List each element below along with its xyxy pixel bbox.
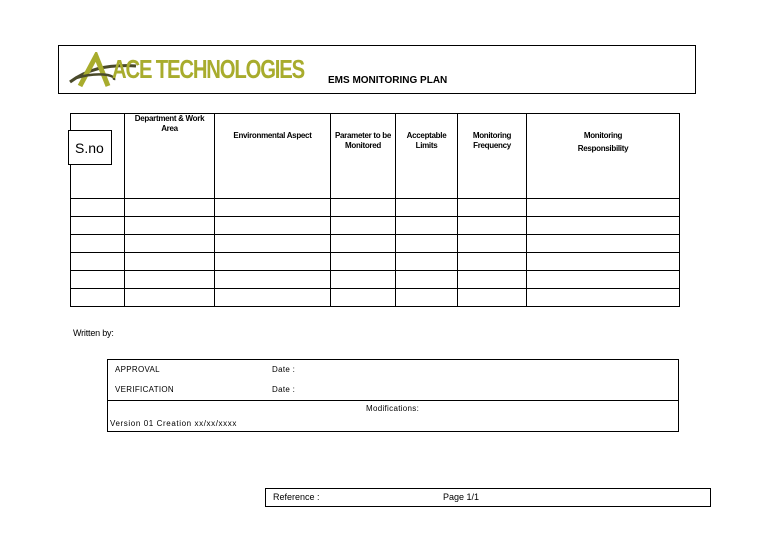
- column-header-department: Department & Work Area: [125, 114, 215, 199]
- table-row: [71, 217, 680, 235]
- table-cell[interactable]: [125, 235, 215, 253]
- page-title: EMS MONITORING PLAN: [328, 75, 448, 86]
- table-row: [71, 235, 680, 253]
- table-cell[interactable]: [396, 199, 458, 217]
- table-cell[interactable]: [396, 253, 458, 271]
- table-cell[interactable]: [71, 199, 125, 217]
- footer-box: [265, 488, 711, 507]
- table-cell[interactable]: [71, 271, 125, 289]
- table-cell[interactable]: [458, 199, 527, 217]
- table-cell[interactable]: [458, 289, 527, 307]
- approval-date-label: Date :: [272, 365, 296, 374]
- verification-label: VERIFICATION: [115, 385, 175, 394]
- modifications-label: Modifications:: [366, 404, 420, 413]
- table-cell[interactable]: [331, 235, 396, 253]
- table-cell[interactable]: [215, 289, 331, 307]
- table-cell[interactable]: [71, 235, 125, 253]
- table-cell[interactable]: [458, 235, 527, 253]
- approval-divider: [107, 400, 679, 401]
- column-header-limits: Acceptable Limits: [396, 114, 458, 199]
- table-cell[interactable]: [527, 271, 680, 289]
- table-cell[interactable]: [331, 199, 396, 217]
- table-cell[interactable]: [125, 289, 215, 307]
- approval-label: APPROVAL: [115, 365, 160, 374]
- table-header-row: [71, 114, 680, 199]
- table-cell[interactable]: [396, 289, 458, 307]
- version-line: Version 01 Creation xx/xx/xxxx: [110, 419, 237, 428]
- table-cell[interactable]: [331, 289, 396, 307]
- table-row: [71, 253, 680, 271]
- table-cell[interactable]: [71, 253, 125, 271]
- table-cell[interactable]: [458, 217, 527, 235]
- verification-date-label: Date :: [272, 385, 296, 394]
- reference-label: Reference :: [273, 492, 320, 502]
- table-cell[interactable]: [527, 217, 680, 235]
- table-cell[interactable]: [527, 253, 680, 271]
- monitoring-table: [70, 113, 680, 307]
- written-by-label: Written by:: [73, 328, 114, 338]
- table-cell[interactable]: [71, 217, 125, 235]
- table-cell[interactable]: [215, 199, 331, 217]
- column-header-aspect: Environmental Aspect: [215, 114, 331, 199]
- table-cell[interactable]: [527, 199, 680, 217]
- logo-text: ACE TECHNOLOGIES: [112, 54, 304, 84]
- table-cell[interactable]: [215, 235, 331, 253]
- table-cell[interactable]: [527, 235, 680, 253]
- table-cell[interactable]: [396, 271, 458, 289]
- table-cell[interactable]: [458, 271, 527, 289]
- table-cell[interactable]: [215, 217, 331, 235]
- column-header-responsibility: Monitoring Responsibility: [527, 114, 680, 199]
- table-cell[interactable]: [458, 253, 527, 271]
- table-cell[interactable]: [215, 271, 331, 289]
- table-cell[interactable]: [527, 289, 680, 307]
- sno-label: S.no: [68, 130, 112, 165]
- table-cell[interactable]: [125, 253, 215, 271]
- table-row: [71, 289, 680, 307]
- table-cell[interactable]: [396, 235, 458, 253]
- table-cell[interactable]: [125, 271, 215, 289]
- table-cell[interactable]: [215, 253, 331, 271]
- table-cell[interactable]: [331, 217, 396, 235]
- table-row: [71, 199, 680, 217]
- table-cell[interactable]: [125, 199, 215, 217]
- column-header-parameter: Parameter to be Monitored: [331, 114, 396, 199]
- table-cell[interactable]: [125, 217, 215, 235]
- table-row: [71, 271, 680, 289]
- table-cell[interactable]: [331, 271, 396, 289]
- table-cell[interactable]: [331, 253, 396, 271]
- table-cell[interactable]: [396, 217, 458, 235]
- table-cell[interactable]: [71, 289, 125, 307]
- page-number: Page 1/1: [443, 492, 480, 502]
- column-header-frequency: Monitoring Frequency: [458, 114, 527, 199]
